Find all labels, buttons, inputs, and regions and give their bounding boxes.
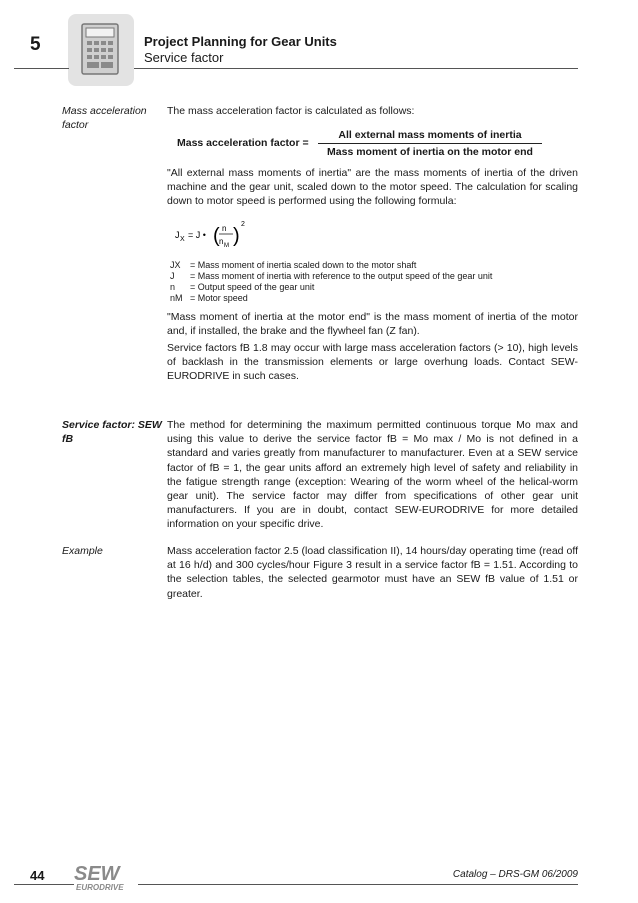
paragraph-service-factors: Service factors fB 1.8 may occur with large mass acceleration factors (> 10), high levels of backlash in the transmission elements or large overhung loads. Contact SEW-EURODRIVE in such cases. [167, 342, 578, 383]
svg-text:X: X [180, 236, 185, 243]
paragraph-service-factor: The method for determining the maximum permitted continuous torque Mo max and using this value to derive the service factor fB = Mo max / Mo is not defined in a standard and varies greatly from manufacturer to manufacturer. Even at a SEW service factor of fB = 1, the gear units afford an extremely high level of safety and reliability in the fatigue strength range (exception: Wearing of the worm wheel of the helical-worm gear unit). The service factor may differ from specifications of other gear unit manufacturers. If you are in doubt, contact SEW-EURODRIVE for more detailed information on your specific drive. [167, 419, 578, 531]
sew-eurodrive-logo [72, 862, 142, 892]
header-divider-left [14, 68, 69, 69]
paragraph-motor-inertia: "Mass moment of inertia at the motor end" is the mass moment of inertia of the motor and, if installed, the brake and the flywheel fan (Z fan). [167, 311, 578, 338]
header-divider [134, 68, 578, 69]
definition-row [170, 271, 492, 282]
side-label-mass-acceleration: Mass acceleration factor [62, 105, 147, 131]
definition-symbol: JX [170, 260, 181, 270]
definition-symbol: n [170, 282, 176, 292]
page-subtitle: Service factor [144, 50, 224, 65]
svg-text:SEW: SEW [74, 863, 120, 885]
definition-symbol: nM [170, 293, 183, 303]
paragraph-example: Mass acceleration factor 2.5 (load classification II), 14 hours/day operating time (read off at 16 h/d) and 300 cycles/hour Figure 3 result in a service factor fB = 1.51. According to the selection tables, the selected gearmotor must have an SEW fB value of 1.51 or greater. [167, 545, 578, 600]
definition-symbol: J [170, 271, 175, 281]
chapter-number: 5 [30, 34, 41, 55]
footer-divider-left [14, 884, 74, 885]
scaling-formula [175, 219, 265, 249]
svg-text:n: n [222, 224, 227, 233]
definition-text: = Mass moment of inertia with reference to the output speed of the gear unit [190, 271, 493, 281]
svg-text:2: 2 [241, 221, 245, 228]
definition-text: = Output speed of the gear unit [190, 282, 315, 292]
definitions-list [170, 260, 492, 304]
formula-denominator: Mass moment of inertia on the motor end [327, 146, 533, 158]
svg-text:(: ( [213, 225, 220, 247]
svg-text:EURODRIVE: EURODRIVE [76, 883, 124, 892]
fraction-bar [318, 143, 542, 144]
svg-text:M: M [224, 243, 229, 249]
svg-text:J: J [175, 230, 180, 240]
catalog-reference: Catalog – DRS-GM 06/2009 [452, 869, 578, 880]
definition-row [170, 260, 492, 271]
page-title: Project Planning for Gear Units [144, 34, 337, 49]
definition-row [170, 293, 492, 304]
svg-text:n: n [219, 237, 224, 246]
svg-text:= J •: = J • [188, 230, 206, 240]
intro-text: The mass acceleration factor is calculated as follows: [167, 105, 415, 117]
formula-numerator: All external mass moments of inertia [338, 129, 522, 141]
footer-divider [138, 884, 578, 885]
svg-text:): ) [233, 225, 240, 247]
definition-text: = Mass moment of inertia scaled down to the motor shaft [190, 260, 417, 270]
side-label-service-factor: Service factor: SEW fB [62, 419, 162, 445]
calculator-icon [80, 22, 120, 76]
definition-row [170, 282, 492, 293]
page-number: 44 [30, 868, 45, 883]
paragraph-external-inertia: "All external mass moments of inertia" are the mass moments of inertia of the driven machine and the gear unit, scaled down to the motor speed. The calculation for scaling down to motor speed is performed using the following formula: [167, 167, 578, 208]
definition-text: = Motor speed [190, 293, 248, 303]
side-label-example: Example [62, 545, 103, 557]
formula-label: Mass acceleration factor = [177, 137, 309, 149]
